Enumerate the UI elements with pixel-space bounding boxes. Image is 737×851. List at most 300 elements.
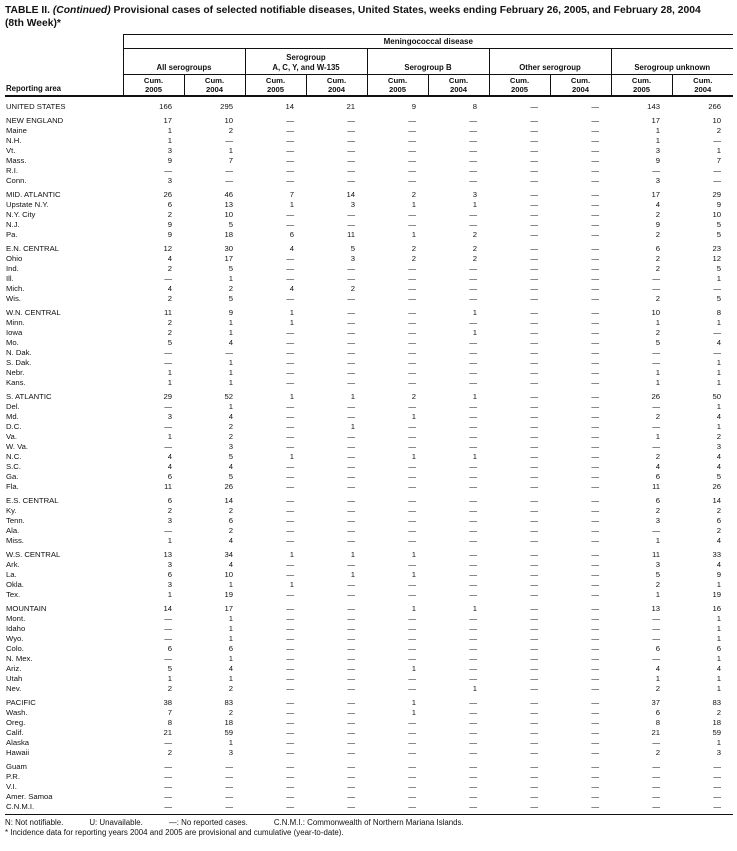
value-cell: — [408, 273, 416, 283]
value-cell: — [713, 791, 722, 801]
table-row [5, 111, 733, 125]
value-cell: — [286, 781, 294, 791]
reporting-area-cell: P.R. [6, 771, 20, 781]
value-cell: — [469, 145, 477, 155]
value-cell: 2 [655, 327, 660, 337]
value-cell: — [286, 697, 294, 707]
value-cell: — [652, 165, 660, 175]
value-cell: 1 [228, 317, 233, 327]
value-cell: — [591, 683, 599, 693]
value-cell: 29 [712, 189, 722, 199]
value-cell: — [225, 165, 233, 175]
value-cell: — [347, 293, 355, 303]
footnotes [5, 814, 733, 839]
value-cell: 1 [716, 357, 722, 367]
table-row [5, 771, 733, 781]
value-cell: — [591, 199, 599, 209]
value-cell: — [591, 633, 599, 643]
value-cell: — [469, 283, 477, 293]
value-cell: 1 [228, 633, 233, 643]
value-cell: 1 [228, 737, 233, 747]
value-cell: 2 [655, 451, 660, 461]
reporting-area-cell: Ky. [6, 505, 17, 515]
value-cell: 2 [228, 505, 233, 515]
table-row [5, 337, 733, 347]
value-cell: — [713, 801, 722, 811]
reporting-area-cell: NEW ENGLAND [6, 115, 64, 125]
value-cell: 6 [655, 495, 660, 505]
value-cell: 9 [167, 219, 172, 229]
value-cell: 8 [167, 717, 172, 727]
column-header-cum-2005-4: Cum. 2005 [367, 75, 428, 96]
table-row [5, 293, 733, 303]
value-cell: — [286, 717, 294, 727]
reporting-area-cell: Idaho [6, 623, 26, 633]
table-row [5, 165, 733, 175]
table-row [5, 727, 733, 737]
reporting-area-cell: C.N.M.I. [6, 801, 35, 811]
value-cell: — [530, 471, 538, 481]
value-cell: — [347, 357, 355, 367]
value-cell: 14 [712, 495, 722, 505]
value-cell: 3 [350, 199, 355, 209]
value-cell: — [347, 603, 355, 613]
value-cell: 1 [411, 199, 416, 209]
value-cell: 1 [228, 613, 233, 623]
table-row [5, 421, 733, 431]
table-row [5, 693, 733, 707]
value-cell: 12 [712, 253, 722, 263]
value-cell: — [286, 663, 294, 673]
value-cell: 1 [167, 135, 172, 145]
table-row [5, 273, 733, 283]
value-cell: — [530, 283, 538, 293]
table-row [5, 791, 733, 801]
table-row [5, 327, 733, 337]
value-cell: — [530, 243, 538, 253]
value-cell: 13 [651, 603, 660, 613]
value-cell: — [469, 431, 477, 441]
table-row [5, 367, 733, 377]
value-cell: — [286, 771, 294, 781]
value-cell: — [286, 683, 294, 693]
value-cell: 3 [167, 145, 172, 155]
value-cell: 1 [716, 653, 722, 663]
value-cell: 5 [167, 337, 172, 347]
value-cell: — [469, 559, 477, 569]
value-cell: 1 [167, 589, 172, 599]
table-row [5, 96, 733, 111]
value-cell: — [347, 441, 355, 451]
value-cell: — [286, 589, 294, 599]
value-cell: 143 [647, 101, 660, 111]
value-cell: — [286, 377, 294, 387]
value-cell: — [347, 411, 355, 421]
value-cell: — [469, 515, 477, 525]
table-row [5, 579, 733, 589]
value-cell: — [530, 515, 538, 525]
value-cell: 2 [655, 411, 660, 421]
value-cell: — [469, 209, 477, 219]
serogroup-header-4: Serogroup unknown [611, 49, 733, 75]
value-cell: 14 [163, 603, 172, 613]
value-cell: — [591, 307, 599, 317]
table-row [5, 401, 733, 411]
value-cell: — [347, 623, 355, 633]
value-cell: — [591, 327, 599, 337]
value-cell: — [286, 337, 294, 347]
table-row [5, 377, 733, 387]
value-cell: — [164, 525, 172, 535]
value-cell: — [408, 461, 416, 471]
value-cell: — [469, 717, 477, 727]
value-cell: — [286, 761, 294, 771]
value-cell: — [469, 643, 477, 653]
value-cell: — [286, 643, 294, 653]
value-cell: — [591, 697, 599, 707]
column-header-cum-2004-3: Cum. 2004 [306, 75, 367, 96]
value-cell: 2 [228, 683, 233, 693]
value-cell: 5 [167, 663, 172, 673]
value-cell: 30 [224, 243, 233, 253]
value-cell: 2 [167, 683, 172, 693]
value-cell: — [286, 535, 294, 545]
value-cell: — [591, 421, 599, 431]
value-cell: — [408, 283, 416, 293]
value-cell: — [530, 125, 538, 135]
value-cell: 1 [472, 603, 477, 613]
value-cell: 1 [411, 697, 416, 707]
table-title-week: (8th Week)* [5, 17, 61, 29]
value-cell: — [164, 613, 172, 623]
value-cell: 4 [228, 535, 233, 545]
value-cell: 1 [716, 273, 722, 283]
reporting-area-cell: N. Dak. [6, 347, 32, 357]
value-cell: — [286, 421, 294, 431]
value-cell: 9 [167, 155, 172, 165]
value-cell: — [347, 125, 355, 135]
value-cell: 26 [224, 481, 233, 491]
value-cell: — [225, 781, 233, 791]
value-cell: — [408, 771, 416, 781]
value-cell: 9 [655, 155, 660, 165]
value-cell: — [530, 441, 538, 451]
value-cell: — [408, 579, 416, 589]
value-cell: — [530, 643, 538, 653]
value-cell: — [469, 461, 477, 471]
value-cell: — [408, 515, 416, 525]
value-cell: — [469, 219, 477, 229]
value-cell: — [347, 377, 355, 387]
value-cell: — [469, 633, 477, 643]
value-cell: 4 [228, 411, 233, 421]
value-cell: 1 [228, 327, 233, 337]
table-row [5, 125, 733, 135]
table-row [5, 559, 733, 569]
value-cell: 10 [224, 209, 233, 219]
table-row [5, 461, 733, 471]
reporting-area-cell: W.S. CENTRAL [6, 549, 61, 559]
value-cell: — [652, 771, 660, 781]
value-cell: 4 [716, 451, 722, 461]
value-cell: 5 [655, 337, 660, 347]
value-cell: 3 [655, 515, 660, 525]
reporting-area-cell: Iowa [6, 327, 23, 337]
table-row [5, 633, 733, 643]
value-cell: — [652, 357, 660, 367]
reporting-area-cell: Utah [6, 673, 23, 683]
value-cell: 59 [224, 727, 233, 737]
value-cell: — [347, 135, 355, 145]
value-cell: 2 [716, 125, 722, 135]
value-cell: 29 [163, 391, 172, 401]
value-cell: 1 [716, 145, 722, 155]
value-cell: 1 [167, 125, 172, 135]
table-row [5, 643, 733, 653]
table-row [5, 175, 733, 185]
value-cell: — [347, 663, 355, 673]
value-cell: 7 [167, 707, 172, 717]
serogroup-header-0: All serogroups [123, 49, 245, 75]
value-cell: — [347, 495, 355, 505]
value-cell: 7 [228, 155, 233, 165]
value-cell: — [408, 145, 416, 155]
value-cell: — [591, 727, 599, 737]
value-cell: 9 [716, 199, 722, 209]
reporting-area-cell: V.I. [6, 781, 17, 791]
value-cell: 1 [228, 357, 233, 367]
value-cell: — [286, 367, 294, 377]
value-cell: — [530, 623, 538, 633]
table-row [5, 505, 733, 515]
table-row [5, 347, 733, 357]
value-cell: — [530, 115, 538, 125]
value-cell: 5 [716, 263, 722, 273]
reporting-area-cell: Va. [6, 431, 17, 441]
value-cell: 2 [716, 525, 722, 535]
value-cell: — [530, 717, 538, 727]
value-cell: — [530, 747, 538, 757]
value-cell: 1 [167, 377, 172, 387]
reporting-area-cell: Pa. [6, 229, 18, 239]
table-row [5, 317, 733, 327]
value-cell: — [591, 781, 599, 791]
value-cell: — [347, 115, 355, 125]
value-cell: 50 [712, 391, 722, 401]
value-cell: — [347, 791, 355, 801]
value-cell: — [286, 471, 294, 481]
column-header-cum-2005-0: Cum. 2005 [123, 75, 184, 96]
value-cell: — [164, 165, 172, 175]
value-cell: — [591, 155, 599, 165]
value-cell: 1 [289, 307, 294, 317]
value-cell: — [530, 263, 538, 273]
reporting-area-cell: N. Mex. [6, 653, 33, 663]
column-header-cum-2005-8: Cum. 2005 [611, 75, 672, 96]
reporting-area-cell: Ohio [6, 253, 23, 263]
value-cell: 1 [716, 673, 722, 683]
value-cell: — [530, 377, 538, 387]
value-cell: — [408, 535, 416, 545]
value-cell: — [164, 401, 172, 411]
value-cell: 8 [716, 307, 722, 317]
value-cell: 26 [712, 481, 722, 491]
value-cell: — [225, 761, 233, 771]
reporting-area-cell: E.N. CENTRAL [6, 243, 59, 253]
value-cell: — [530, 673, 538, 683]
value-cell: 3 [228, 441, 233, 451]
value-cell: — [347, 515, 355, 525]
serogroup-header-3: Other serogroup [489, 49, 611, 75]
table-row [5, 239, 733, 253]
value-cell: 3 [167, 559, 172, 569]
value-cell: 14 [224, 495, 233, 505]
value-cell: 6 [167, 471, 172, 481]
value-cell: — [225, 135, 233, 145]
value-cell: — [286, 633, 294, 643]
value-cell: 11 [347, 229, 355, 239]
value-cell: — [408, 115, 416, 125]
value-cell: 33 [712, 549, 722, 559]
table-row [5, 491, 733, 505]
value-cell: — [164, 347, 172, 357]
value-cell: — [530, 791, 538, 801]
value-cell: 14 [346, 189, 355, 199]
value-cell: 3 [167, 411, 172, 421]
table-row [5, 155, 733, 165]
value-cell: 1 [655, 125, 660, 135]
reporting-area-cell: Mass. [6, 155, 27, 165]
value-cell: — [469, 663, 477, 673]
value-cell: — [347, 273, 355, 283]
value-cell: — [408, 327, 416, 337]
value-cell: — [408, 431, 416, 441]
value-cell: 2 [472, 229, 477, 239]
table-row [5, 283, 733, 293]
value-cell: — [469, 737, 477, 747]
value-cell: — [591, 145, 599, 155]
value-cell: 1 [716, 367, 722, 377]
value-cell: — [530, 663, 538, 673]
table-row [5, 569, 733, 579]
value-cell: 2 [472, 243, 477, 253]
column-header-cum-2005-2: Cum. 2005 [245, 75, 306, 96]
value-cell: 46 [224, 189, 233, 199]
value-cell: — [591, 623, 599, 633]
table-row [5, 683, 733, 693]
value-cell: 1 [655, 589, 660, 599]
value-cell: 4 [716, 337, 722, 347]
value-cell: — [347, 535, 355, 545]
value-cell: — [591, 495, 599, 505]
reporting-area-cell: Miss. [6, 535, 24, 545]
value-cell: — [347, 643, 355, 653]
value-cell: 2 [167, 263, 172, 273]
reporting-area-cell: Ga. [6, 471, 19, 481]
value-cell: — [591, 229, 599, 239]
reporting-area-cell: Oreg. [6, 717, 26, 727]
value-cell: 6 [289, 229, 294, 239]
value-cell: — [286, 673, 294, 683]
value-cell: — [408, 307, 416, 317]
value-cell: — [652, 791, 660, 801]
value-cell: 6 [655, 643, 660, 653]
value-cell: 23 [712, 243, 722, 253]
value-cell: — [286, 603, 294, 613]
value-cell: — [591, 791, 599, 801]
value-cell: — [408, 367, 416, 377]
value-cell: — [286, 175, 294, 185]
value-cell: — [469, 421, 477, 431]
value-cell: — [347, 461, 355, 471]
value-cell: — [164, 791, 172, 801]
value-cell: 2 [228, 431, 233, 441]
value-cell: — [286, 801, 294, 811]
value-cell: — [347, 747, 355, 757]
reporting-area-cell: W.N. CENTRAL [6, 307, 61, 317]
value-cell: — [591, 569, 599, 579]
value-cell: — [469, 781, 477, 791]
value-cell: — [530, 145, 538, 155]
table-row [5, 451, 733, 461]
value-cell: — [530, 633, 538, 643]
value-cell: — [652, 737, 660, 747]
value-cell: — [408, 377, 416, 387]
table-row [5, 535, 733, 545]
value-cell: 2 [655, 579, 660, 589]
value-cell: — [652, 613, 660, 623]
value-cell: — [408, 683, 416, 693]
reporting-area-cell: La. [6, 569, 17, 579]
reporting-area-cell: Okla. [6, 579, 24, 589]
value-cell: 11 [164, 307, 172, 317]
value-cell: — [591, 175, 599, 185]
value-cell: 1 [472, 307, 477, 317]
value-cell: 1 [289, 199, 294, 209]
value-cell: — [408, 401, 416, 411]
value-cell: 1 [655, 317, 660, 327]
value-cell: — [591, 317, 599, 327]
table-row [5, 431, 733, 441]
table-row [5, 303, 733, 317]
value-cell: 17 [651, 189, 660, 199]
value-cell: 2 [655, 229, 660, 239]
reporting-area-cell: Ark. [6, 559, 20, 569]
value-cell: 3 [167, 515, 172, 525]
value-cell: — [469, 411, 477, 421]
value-cell: 4 [167, 461, 172, 471]
value-cell: 1 [350, 569, 355, 579]
value-cell: — [347, 337, 355, 347]
value-cell: — [164, 761, 172, 771]
table-row [5, 707, 733, 717]
value-cell: — [347, 317, 355, 327]
value-cell: — [713, 771, 722, 781]
reporting-area-cell: W. Va. [6, 441, 29, 451]
value-cell: 38 [163, 697, 172, 707]
reporting-area-cell: Nev. [6, 683, 22, 693]
value-cell: 1 [411, 411, 416, 421]
value-cell: — [286, 559, 294, 569]
reporting-area-cell: Mo. [6, 337, 19, 347]
value-cell: — [469, 761, 477, 771]
value-cell: — [347, 683, 355, 693]
value-cell: — [347, 263, 355, 273]
value-cell: — [530, 603, 538, 613]
footnote-item-1: U: Unavailable. [89, 817, 143, 827]
reporting-area-cell: N.J. [6, 219, 20, 229]
table-title-continued: (Continued) [52, 5, 111, 16]
